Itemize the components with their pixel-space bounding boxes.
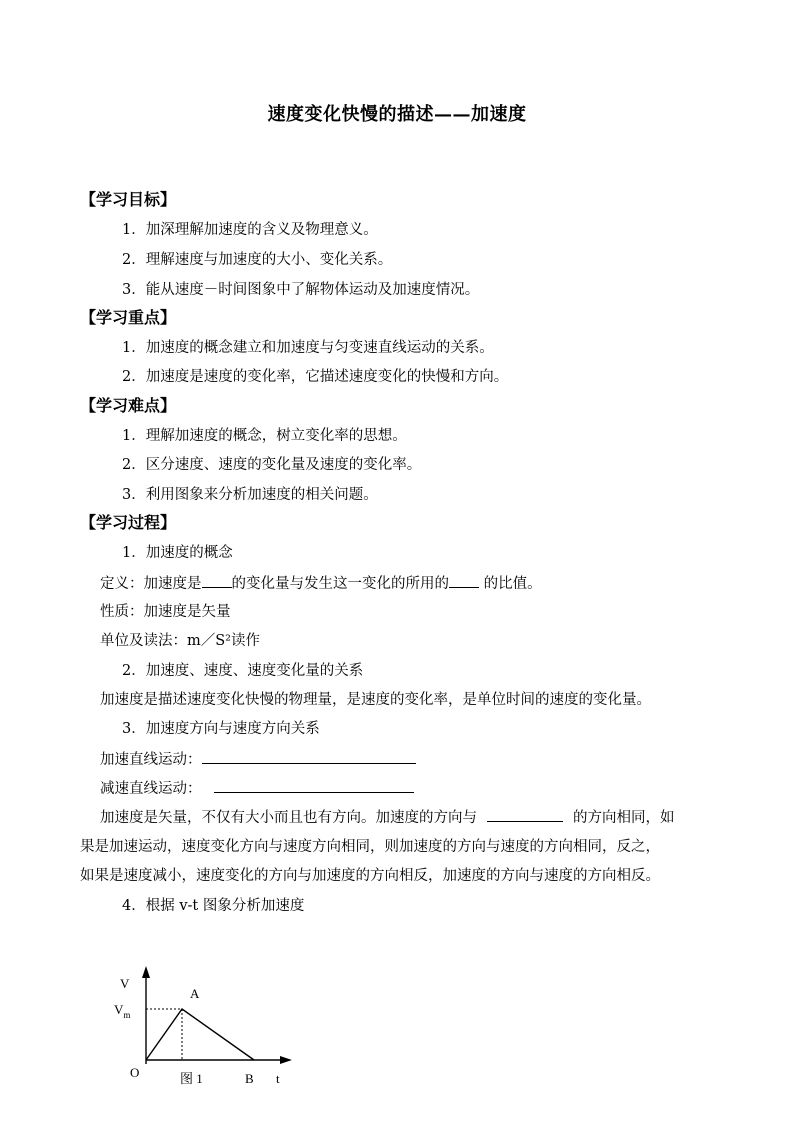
point-b-label: B [245, 1071, 254, 1086]
vertical-axis-arrow [142, 966, 150, 978]
accel-line [100, 749, 416, 770]
point-a-label: A [190, 986, 200, 1001]
accel-blank[interactable] [202, 749, 416, 764]
direction-text-b: 的方向相同，如 [573, 810, 675, 826]
vm-label-main: V [114, 1002, 124, 1017]
decel-label: 减速直线运动： [100, 781, 202, 797]
direction-paragraph-line-1 [100, 807, 675, 828]
process-point-3: 3．加速度方向与速度方向关系 [122, 721, 320, 737]
direction-blank[interactable] [487, 807, 563, 822]
decel-blank[interactable] [214, 778, 414, 793]
t-axis-label: t [276, 1071, 280, 1086]
process-point-2: 2．加速度、速度、速度变化量的关系 [122, 663, 364, 679]
process-point-1: 1．加速度的概念 [122, 545, 233, 561]
goal-item-2: 2．理解速度与加速度的大小、变化关系。 [122, 252, 393, 268]
definition-text-a: 定义：加速度是 [100, 576, 202, 592]
section-heading-key: 【学习重点】 [80, 308, 177, 327]
decel-line [100, 778, 414, 799]
velocity-line [146, 1009, 254, 1060]
page-title: 速度变化快慢的描述——加速度 [267, 104, 527, 125]
definition-line [100, 573, 542, 594]
goal-item-3: 3．能从速度－时间图象中了解物体运动及加速度情况。 [122, 282, 480, 298]
accel-label: 加速直线运动： [100, 752, 202, 768]
definition-text-b: 的变化量与发生这一变化的所用的 [231, 576, 449, 592]
difficulty-item-3: 3．利用图象来分析加速度的相关问题。 [122, 487, 378, 503]
horizontal-axis-arrow [280, 1056, 292, 1064]
difficulty-item-1: 1．理解加速度的概念，树立变化率的思想。 [122, 428, 407, 444]
nature-line: 性质：加速度是矢量 [100, 604, 231, 620]
direction-paragraph-line-2: 果是加速运动，速度变化方向与速度方向相同，则加速度的方向与速度的方向相同，反之， [80, 839, 660, 855]
vm-label-sub: m [123, 1010, 131, 1020]
direction-text-a: 加速度是矢量，不仅有大小而且也有方向。加速度的方向与 [100, 810, 477, 826]
relation-text: 加速度是描述速度变化快慢的物理量，是速度的变化率，是单位时间的速度的变化量。 [100, 692, 651, 708]
vm-label [114, 1002, 130, 1020]
section-heading-goals: 【学习目标】 [80, 190, 177, 209]
key-item-1: 1．加速度的概念建立和加速度与匀变速直线运动的关系。 [122, 340, 494, 356]
unit-line: 单位及读法：m／S²读作 [100, 633, 260, 649]
difficulty-item-2: 2．区分速度、速度的变化量及速度的变化率。 [122, 457, 422, 473]
process-point-4: 4．根据 v-t 图象分析加速度 [122, 898, 305, 914]
key-item-2: 2．加速度是速度的变化率，它描述速度变化的快慢和方向。 [122, 369, 509, 385]
section-heading-difficulty: 【学习难点】 [80, 396, 177, 415]
origin-label: O [130, 1065, 140, 1080]
definition-blank-1[interactable] [202, 573, 232, 588]
section-heading-process: 【学习过程】 [80, 513, 177, 532]
definition-text-c: 的比值。 [479, 576, 542, 592]
figure-caption: 图 1 [180, 1071, 203, 1086]
v-axis-label: V [120, 976, 130, 991]
goal-item-1: 1．加深理解加速度的含义及物理意义。 [122, 222, 378, 238]
definition-blank-2[interactable] [449, 573, 479, 588]
direction-paragraph-line-3: 如果是速度减小，速度变化的方向与加速度的方向相反，加速度的方向与速度的方向相反。 [80, 868, 660, 884]
